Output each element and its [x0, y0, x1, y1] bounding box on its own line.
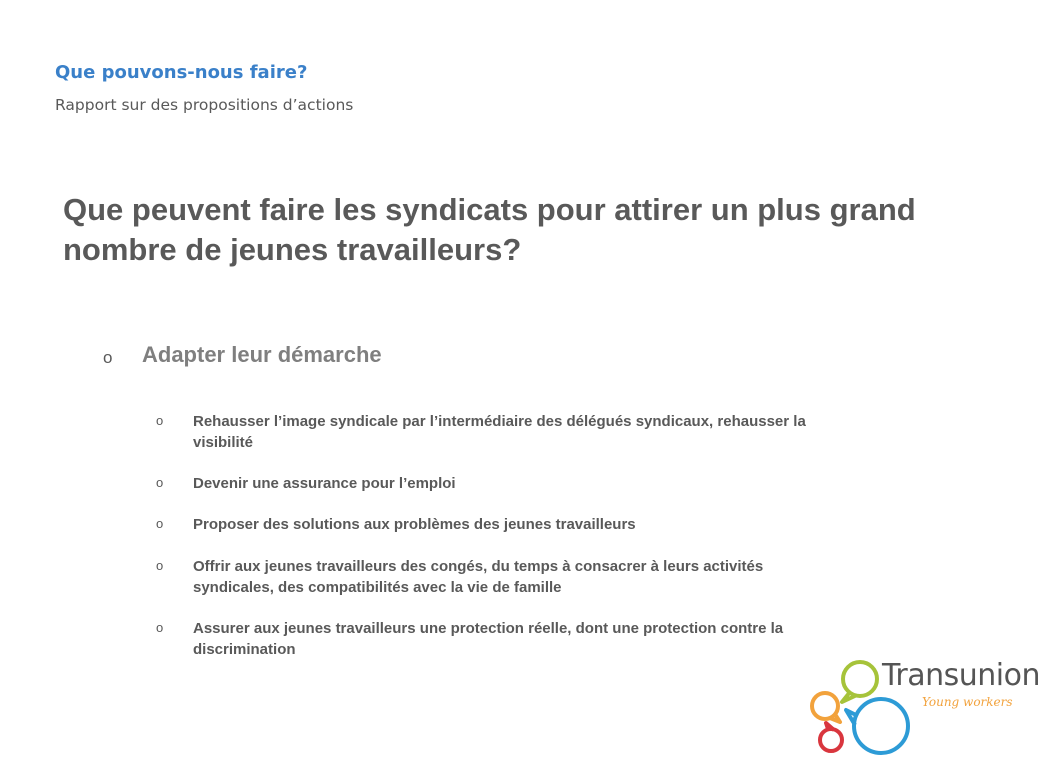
header-title: Que pouvons-nous faire?: [55, 62, 308, 83]
action-item-text: Proposer des solutions aux problèmes des jeunes travailleurs: [193, 516, 636, 533]
action-item-marker: o: [156, 516, 164, 531]
main-question: Que peuvent faire les syndicats pour attirer un plus grand nombre de jeunes travailleurs?: [63, 192, 916, 267]
transunion-logo: [806, 654, 1040, 762]
action-item-marker: o: [156, 413, 164, 428]
logo-bubble-red: [820, 729, 842, 751]
action-item-marker: o: [156, 620, 164, 635]
level1-bullet-label: Adapter leur démarche: [142, 342, 382, 367]
logo-bubble-red-tail: [826, 723, 834, 730]
action-item-marker: o: [156, 558, 164, 573]
level1-bullet-marker: o: [103, 348, 113, 367]
header-subtitle: Rapport sur des propositions d’actions: [55, 96, 354, 114]
logo-bubble-green: [843, 662, 877, 696]
action-item-text: Assurer aux jeunes travailleurs une protection réelle, dont une protection contre la discrimination: [193, 620, 784, 658]
logo-name: Transunion: [882, 658, 1040, 693]
action-item-text: Rehausser l’image syndicale par l’intermédiaire des délégués syndicaux, rehausser la visibilité: [193, 413, 806, 451]
logo-bubble-blue: [854, 699, 908, 753]
action-item-text: Offrir aux jeunes travailleurs des congés, du temps à consacrer à leurs activités syndicales, des compatibilités avec la vie de famille: [193, 558, 764, 596]
action-item-marker: o: [156, 475, 164, 490]
action-item-text: Devenir une assurance pour l’emploi: [193, 475, 456, 492]
logo-tagline: Young workers: [922, 695, 1013, 709]
